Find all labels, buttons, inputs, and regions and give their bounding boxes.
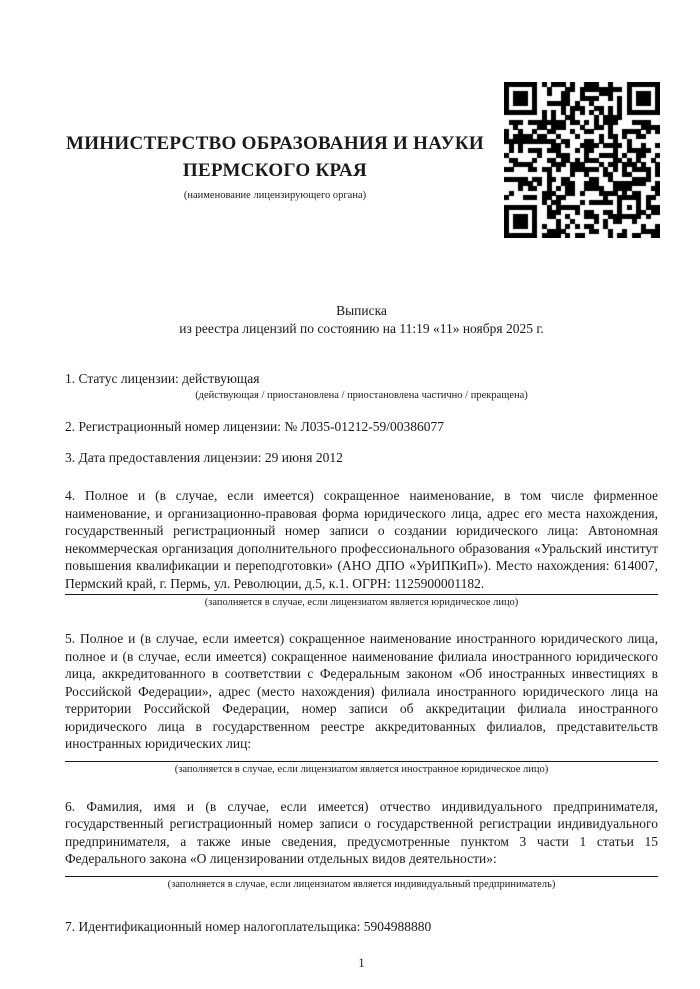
item5-separator-rule <box>65 761 658 762</box>
item2-text: 2. Регистрационный номер лицензии: № Л035-01212-59/00386077 <box>65 419 445 434</box>
title-line2: из реестра лицензий по состоянию на 11:19 «11» ноября 2025 г. <box>179 321 544 336</box>
license-item-1 <box>65 370 658 403</box>
qr-code-image <box>504 82 660 238</box>
page-number: 1 <box>358 955 365 970</box>
item4-value: Автономная некоммерческая организация дополнительного профессионального образования «Уральский институт повышения квалификации и переподготовки» (АНО ДПО «УрИПКиП»). Место нахождения: 614007, Пермский край, г. Пермь, ул. Революции, д.5, к.1. ОГРН: 1125900001182. <box>65 523 658 591</box>
item5-caption: (заполняется в случае, если лицензиатом является иностранное юридическое лицо) <box>174 763 549 775</box>
document-title <box>65 302 658 338</box>
item1-caption: (действующая / приостановлена / приостановлена частично / прекращена) <box>195 390 528 401</box>
license-item-4 <box>65 487 658 610</box>
item5-label: 5. Полное и (в случае, если имеется) сокращенное наименование иностранного юридического лица, полное и (в случае, если имеется) сокращенное наименование филиала иностранного юридического лица, аккредитованного в соответствии с Федеральным законом «Об иностранных инвестициях в Российской Федерации», адрес (место нахождения) филиала иностранного юридического лица на территории Российской Федерации, номер записи об аккредитации филиала иностранного юридического лица в государственном реестре аккредитованных филиалов, представительств иностранных юридических лиц: <box>65 631 658 751</box>
ministry-name-line1: МИНИСТЕРСТВО ОБРАЗОВАНИЯ И НАУКИ <box>65 133 485 154</box>
item4-paragraph <box>65 487 658 592</box>
license-item-7 <box>65 918 658 936</box>
license-item-5 <box>65 630 658 777</box>
ministry-caption: (наименование лицензирующего органа) <box>183 190 367 201</box>
item1-text: 1. Статус лицензии: действующая <box>65 371 260 386</box>
item4-label: 4. Полное и (в случае, если имеется) сокращенное наименование, в том числе фирменное наименование, и организационно-правовая форма юридического лица, адрес его места нахождения, государственный регистрационный номер записи о создании юридического лица: <box>65 488 658 538</box>
ministry-name-line2: ПЕРМСКОГО КРАЯ <box>182 160 368 181</box>
item6-caption: (заполняется в случае, если лицензиатом является индивидуальный предприниматель) <box>167 878 556 890</box>
item6-label: 6. Фамилия, имя и (в случае, если имеется) отчество индивидуального предпринимателя, государственный регистрационный номер записи о государственной регистрации индивидуального предпринимателя, а также иные сведения, предусмотренные пунктом 3 части 1 статьи 15 Федерального закона «О лицензировании отдельных видов деятельности»: <box>65 798 658 866</box>
title-line1: Выписка <box>336 303 387 318</box>
qr-code <box>504 82 660 238</box>
document-body <box>65 296 658 972</box>
item3-text: 3. Дата предоставления лицензии: 29 июня 2012 <box>65 450 343 465</box>
license-item-2 <box>65 418 658 436</box>
license-item-3 <box>65 449 658 467</box>
ministry-header <box>58 130 492 202</box>
item4-caption: (заполняется в случае, если лицензиатом является юридическое лицо) <box>204 597 519 608</box>
item4-separator-rule <box>65 594 658 595</box>
item6-separator-rule <box>65 876 658 877</box>
item7-text: 7. Идентификационный номер налогоплательщика: 5904988880 <box>65 918 432 934</box>
license-item-6 <box>65 798 658 892</box>
